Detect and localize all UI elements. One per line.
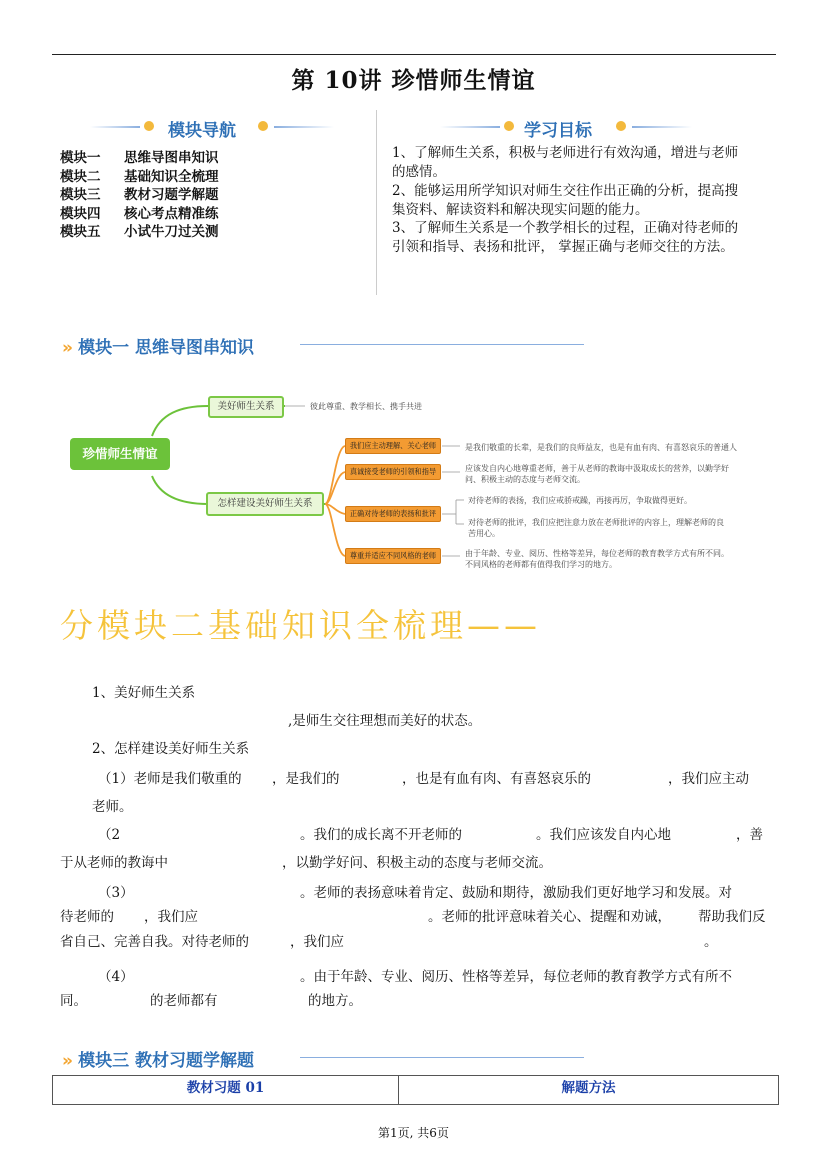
- body-line-3: 2、怎样建设美好师生关系: [92, 741, 250, 757]
- page-footer: 第1页, 共6页: [378, 1126, 449, 1140]
- mindmap-leaf-1-note: 是我们敬重的长辈，是我们的良师益友，也是有血有肉、有喜怒哀乐的普通人: [465, 443, 737, 452]
- goal-1: 1、了解师生关系，积极与老师进行有效沟通，增进与老师的感情。: [392, 145, 739, 180]
- mindmap-leaf-1: 我们应主动理解、关心老师: [345, 438, 441, 454]
- module-item-5[interactable]: 模块五 小试牛刀过关测: [60, 224, 219, 240]
- body-line-1: 1、美好师生关系: [92, 685, 196, 701]
- mindmap-root: 珍惜师生情谊: [70, 438, 170, 470]
- body-line-8b: 。老师的表扬意味着肯定、鼓励和期待，激励我们更好地学习和发展。对: [300, 885, 732, 901]
- body-line-9d: 帮助我们反: [698, 909, 766, 925]
- body-line-4d: ，我们应主动: [668, 771, 749, 787]
- goal-3: 3、了解师生关系是一个教学相长的过程，正确对待老师的引领和指导、表扬和批评， 掌握正确与老师交往的方法。: [392, 220, 739, 255]
- body-line-12a: 同。: [60, 993, 87, 1009]
- mindmap-leaf-4-note: 由于年龄、专业、阅历、性格等差异，每位老师的教育教学方式有所不同。不同风格的老师都有值得我们学习的地方。: [465, 549, 729, 569]
- body-line-12c: 的地方。: [308, 993, 362, 1009]
- mindmap-leaf-3: 正确对待老师的表扬和批评: [345, 506, 441, 522]
- mindmap-branch-1: 美好师生关系: [208, 396, 284, 418]
- body-line-11a: （4）: [98, 969, 134, 985]
- mindmap-leaf-4: 尊重并适应不同风格的老师: [345, 548, 441, 564]
- exercise-table: [52, 1075, 779, 1105]
- goals-title: 学习目标: [524, 121, 592, 141]
- body-line-10b: ，我们应: [290, 934, 344, 950]
- mindmap-leaf-2: 真诚接受老师的引领和指导: [345, 464, 441, 480]
- page-title: 第 10讲 珍惜师生情谊: [291, 67, 536, 94]
- body-line-5: 老师。: [92, 799, 133, 815]
- body-line-4a: （1）老师是我们敬重的: [98, 771, 242, 787]
- table-header-method: 解题方法: [561, 1080, 616, 1096]
- body-line-9c: 。老师的批评意味着关心、提醒和劝诫，: [428, 909, 671, 925]
- mindmap-leaf-3-note2: 对待老师的批评，我们应把注意力放在老师批评的内容上，理解老师的良苦用心。: [468, 518, 724, 538]
- section1-header: [62, 333, 592, 357]
- goals-header: [440, 112, 700, 142]
- section3-title: 模块三 教材习题学解题: [78, 1051, 254, 1071]
- module-item-1[interactable]: 模块一 思维导图串知识: [60, 150, 219, 166]
- section2-title: 分模块二基础知识全梳理——: [60, 606, 541, 645]
- mindmap-leaf-2-note: 应该发自内心地尊重老师，善于从老师的教诲中汲取成长的营养，以勤学好问、积极主动的态度与老师交流。: [465, 464, 729, 484]
- body-line-6d: ，善: [736, 827, 763, 843]
- module-item-3[interactable]: 模块三 教材习题学解题: [60, 187, 219, 203]
- body-line-7a: 于从老师的教诲中: [60, 855, 168, 871]
- top-rule: [52, 54, 776, 55]
- body-line-6b: 。我们的成长离不开老师的: [300, 827, 462, 843]
- body-line-4b: ，是我们的: [272, 771, 340, 787]
- nav-title: 模块导航: [168, 121, 236, 141]
- module-item-4[interactable]: 模块四 核心考点精准练: [60, 205, 219, 222]
- body-line-7b: ，以勤学好问、积极主动的态度与老师交流。: [282, 855, 552, 871]
- body-line-6a: （2: [98, 827, 121, 843]
- section3-header: [62, 1046, 592, 1070]
- body-line-2: ,是师生交往理想而美好的状态。: [288, 713, 482, 729]
- section1-title: 模块一 思维导图串知识: [78, 338, 254, 358]
- goals-dot-right-icon: [616, 121, 626, 131]
- nav-header: [80, 112, 340, 142]
- goals-dot-left-icon: [504, 121, 514, 131]
- nav-dot-right-icon: [258, 121, 268, 131]
- double-chevron-icon: »: [62, 1051, 73, 1071]
- column-divider: [376, 110, 377, 295]
- body-line-10c: 。: [704, 934, 718, 950]
- body-line-9a: 待老师的: [60, 909, 114, 925]
- body-line-12b: 的老师都有: [150, 993, 218, 1009]
- body-line-4c: ，也是有血有肉、有喜怒哀乐的: [402, 771, 591, 787]
- module-item-2[interactable]: 模块二 基础知识全梳理: [60, 168, 219, 185]
- body-line-11b: 。由于年龄、专业、阅历、性格等差异，每位老师的教育教学方式有所不: [300, 969, 732, 985]
- mindmap-leaf-3-note: 对待老师的表扬，我们应戒骄戒躁，再接再厉，争取做得更好。: [468, 496, 692, 505]
- double-chevron-icon: »: [62, 338, 73, 358]
- goal-2: 2、能够运用所学知识对师生交往作出正确的分析，提高搜集资料、解读资料和解决现实问题的能力。: [392, 183, 739, 218]
- body-line-6c: 。我们应该发自内心地: [536, 827, 671, 843]
- body-line-10a: 省自己、完善自我。对待老师的: [60, 934, 249, 950]
- body-line-8a: （3）: [98, 885, 134, 901]
- mind-map: [60, 378, 735, 578]
- mindmap-branch-2: 怎样建设美好师生关系: [206, 492, 324, 516]
- body-line-9b: ，我们应: [144, 909, 198, 925]
- mindmap-branch-1-note: 彼此尊重、教学相长、携手共进: [310, 402, 422, 411]
- table-header-exercise: 教材习题 01: [186, 1080, 265, 1096]
- nav-dot-left-icon: [144, 121, 154, 131]
